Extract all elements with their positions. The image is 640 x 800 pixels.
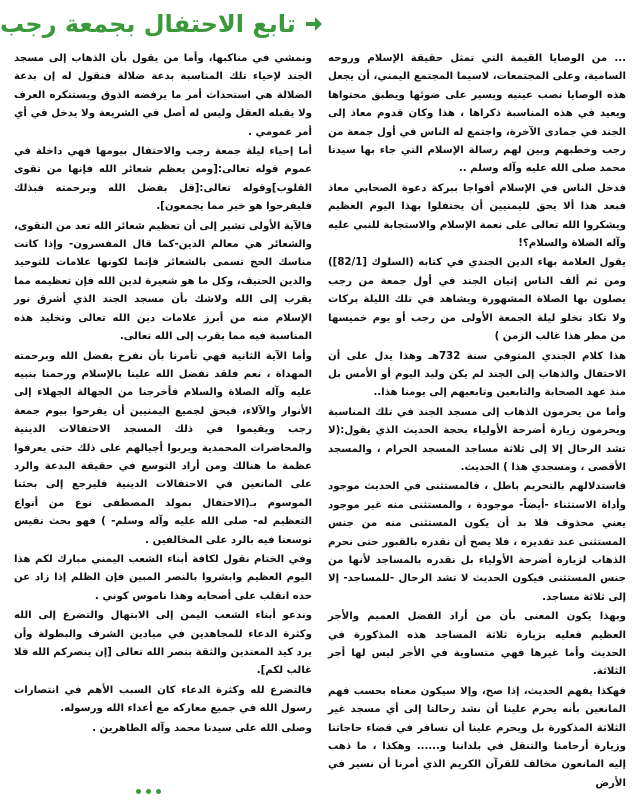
paragraph: ونمشي في مناكبها، وأما من يقول بأن الذهاب إلى مسجد الجند لإحياء تلك المناسبة بدعة ضلالة فنقول له إن بدعة الضلالة هي استحداث أمر ما يرفضه الذوق ويستنكره العرف ولا يقبله العقل وليس له أصل في الشريعة ولا يدخل في أي أمر عمومي . (14, 53, 312, 138)
paragraph: فالتضرع لله وكثرة الدعاء كان السبب الأهم في انتصارات رسول الله في جميع معاركه مع أعداء الله ورسوله. (14, 684, 312, 715)
paragraph: فهكذا يفهم الحديث، إذا صح، وإلا سيكون معناه بحسب فهم المانعين بأنه يحرم علينا أن نشد رحالنا إلى أي مسجد غير الثلاثة المذكورة بل ويحرم علينا أن نسافر في قضاء حاجاتنا وزيارة أرحامنا والتنقل في بلداننا و...... وهكذا ، ما ذهب إليه المانعون مخالف للقرآن الكريم الذي أمرنا أن نسير في الأرض (328, 685, 626, 789)
ellipsis-dots (136, 789, 161, 794)
paragraph: يقول العلامة بهاء الدين الجندي في كتابه (السلوك [82/1]) ومن ثم ألف الناس إتيان الجند في أول جمعة من رجب يصلون بها الصلاة المشهورة ويشاهد في تلك الليلة بركات ولا تكاد تخلو ليلة الجمعة الأولى من رجب أو يوم خميسها من مطر هذا غالب الزمن ) (328, 257, 626, 343)
paragraph: وأما من يحرمون الذهاب إلى مسجد الجند في تلك المناسبة ويحرمون زيارة أضرحة الأولياء بحجة الحديث الذي يقول:(لا تشد الرحال إلا إلى ثلاثة مساجد المسجد الحرام ، والمسجد الأقصى ، ومسجدي هذا ) الحديث. (328, 406, 626, 473)
paragraph: وأما الآية الثانية فهي تأمرنا بأن نفرح بفضل الله وبرحمته المهداة ، نعم فلقد تفضل الله علينا بالإسلام ورحمنا بنبيه عليه وآله الصلاة والسلام فأخرجنا من الجهالة الجهلاء إلى الأنوار والآلاء، فيحق لجميع اليمنيين أن يفرحوا بيوم جمعة رجب ويقيموا في ذلك المسجد الاحتفالات الدينية والمحاضرات المحمدية ويربوا أجيالهم على ذلك حتى يعرفوا عظمة ما هنالك ومن أراد التوسع في حقيقة البدعة والرد على المانعين في الاحتفالات الدينية فليرجع إلى بحثنا الموسوم بـ(الاحتفال بمولد المصطفى نوع من أنواع التعظيم له- صلى الله عليه وآله وسلم- ) فهو بحث نفيس توسعنا فيه بالرد على المخالفين . (14, 350, 312, 546)
dot (146, 789, 151, 794)
arrow-right-icon (304, 14, 324, 34)
closing-line: وصلى الله على سيدنا محمد وآله الطاهرين . (92, 722, 312, 734)
left-column (14, 50, 312, 780)
paragraph: وبهذا يكون المعنى بأن من أراد الفضل العميم والأجر العظيم فعليه بزيارة ثلاثة المساجد هذه المذكورة في الحديث وأما غيرها فهي متساوية في الأجر ليس لها أجر الثلاثة. (328, 611, 626, 678)
dot (136, 789, 141, 794)
article-body (14, 50, 626, 789)
paragraph: فدخل الناس في الإسلام أفواجا ببركة دعوة الصحابي معاذ فبعد هذا ألا يحق لليمنيين أن يحتفلوا بهذا اليوم العظيم ويشكروا الله تعالى على نعمة الإسلام والاستجابة للنبي عليه وآله الصلاة والسلام؟! (328, 182, 626, 250)
paragraph: فاستدلالهم بالتحريم باطل ، فالمستثنى في الحديث موجود وأداة الاستثناء -أيضاً- موجودة ، والمستثنى منه غير موجود يعني محذوف فلا بد أن يكون المستثنى منه من جنس المستثنى عند تقديره ، فلا يصح أن نقدره بالقبور حتى نحرم الذهاب لزيارة أضرحة الأولياء بل نقدره بالمساجد لأنها من جنس المستثنى فيكون الحديث لا تشد الرحال -للمساجد- إلا إلى ثلاثة مساجد. (328, 481, 626, 603)
paragraph: فالآية الأولى تشير إلى أن تعظيم شعائر الله تعد من التقوى، والشعائر هي معالم الدين-كما قال المفسرون- وإذا كانت مناسك الحج تسمى بالشعائر فإنما لكونها علامات للتوحيد والدين الحنيف، وكل ما هو شعيرة لدين الله فإن تعظيمه مما يقرب إلى الله ولاشك بأن مسجد الجند الذي أشرق نور الإسلام منه من أبرز علامات دين الله تعالى وتخليد هذه المناسبة فيه مما يقرب إلى الله تعالى. (14, 220, 312, 343)
paragraph: هذا كلام الجندي المتوفي سنة 732هـ وهذا يدل على أن الاحتفال والذهاب إلى الجند لم يكن وليد اليوم أو الأمس بل منذ عهد الصحابة والتابعين وتابعيهم إلى يومنا هذا.. (328, 350, 626, 399)
paragraph: وفي الختام نقول لكافة أبناء الشعب اليمني مبارك لكم هذا اليوم العظيم وابشروا بالنصر المبين فإن الظلم إذا زاد عن حده انقلب على أصحابه وهذا ناموس كوني . (14, 553, 312, 602)
right-column (328, 50, 626, 789)
dot (156, 789, 161, 794)
paragraph: أما إحياء ليلة جمعة رجب والاحتفال بيومها فهي داخلة في عموم قوله تعالى:[ومن يعظم شعائر الله فإنها من تقوى القلوب]وقوله تعالى:[قل بفضل الله وبرحمته فبذلك فليفرحوا هو خير مما يجمعون]. (14, 146, 312, 213)
paragraph: وندعو أبناء الشعب اليمن إلى الابتهال والتضرع إلى الله وكثرة الدعاء للمجاهدين في ميادين الشرف والبطولة وأن يرد كيد المعتدين والثقة بنصر الله تعالى [إن ينصركم الله فلا غالب لكم]. (14, 610, 312, 677)
article-header (0, 8, 640, 40)
paragraph: ... من الوصايا القيمة التي تمثل حقيقة الإسلام وروحه السامية، وعلى المجتمعات، لاسيما المجتمع اليمني، أن يجعل هذه الوصايا نصب عينيه ويسير على ضوئها ويطبق محتواها ويعيد في هذه المناسبة ذكراها ، هذا وكان قدوم معاذ إلى الجند في جمادى الآخرة، واجتمع له الناس في أول جمعة من رجب وخطبهم وبين لهم رسالة الإسلام التي جاء بها سيدنا محمد صلى الله عليه وآله وسلم .. (328, 53, 626, 175)
article-title: تابع الاحتفال بجمعة رجب (0, 10, 296, 38)
